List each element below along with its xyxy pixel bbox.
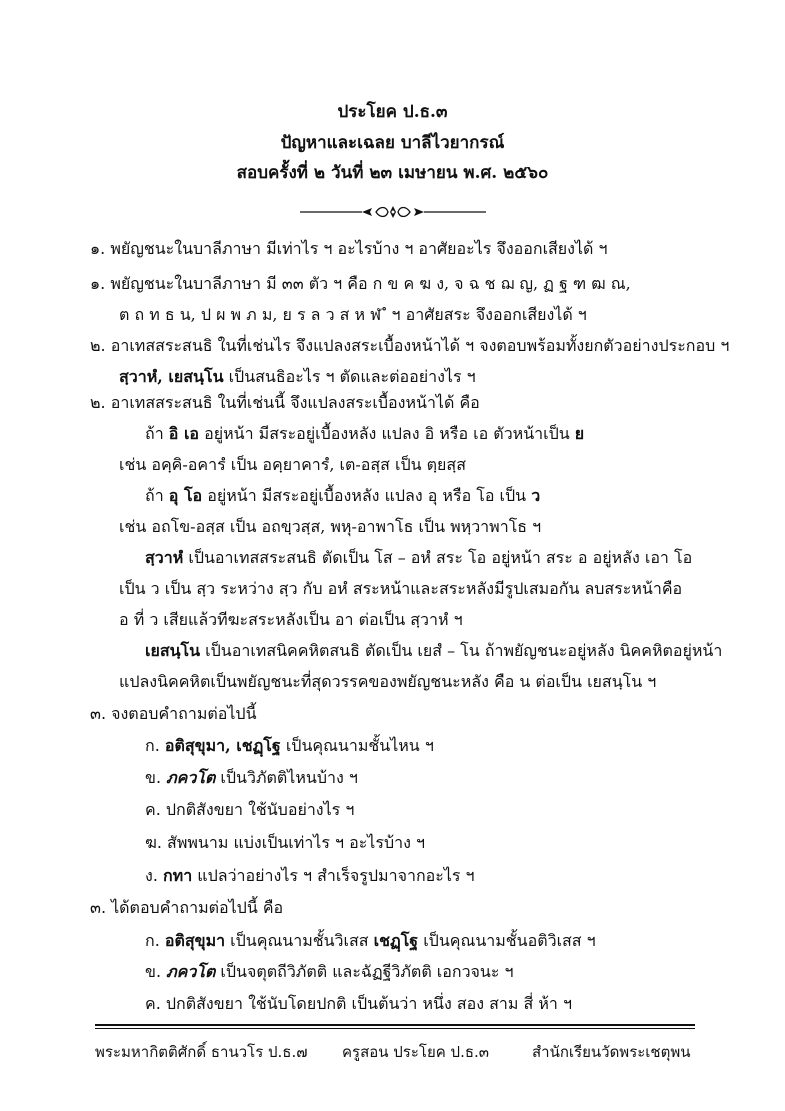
text: ก. xyxy=(145,736,165,755)
question-3-b xyxy=(145,768,358,788)
answer-2-line-8 xyxy=(145,641,722,661)
term: อุ โอ xyxy=(168,486,203,505)
term: เยสนฺโน xyxy=(145,641,201,660)
term: ภควโต xyxy=(166,962,216,981)
term: เชฏฺโฐ xyxy=(373,931,419,950)
footer-role: ครูสอน ประโยค ป.ธ.๓ xyxy=(342,1043,490,1061)
term: สฺวาหํ xyxy=(145,548,184,567)
page-title: ประโยค ป.ธ.๓ xyxy=(337,102,448,122)
answer-2-line-4: เช่น อถโข-อสฺส เป็น อถขฺวสฺส, พหุ-อาพาโธ เป็น พหฺวาพาโธ ฯ xyxy=(119,517,542,536)
term: อติสุขุมา xyxy=(164,931,226,950)
text: อยู่หน้า มีสระอยู่เบื้องหลัง แปลง อุ หรือ โอ เป็น xyxy=(202,486,532,505)
footer-office: สำนักเรียนวัดพระเชตุพน xyxy=(532,1043,691,1061)
question-2-line-1: ๒. อาเทสสระสนธิ ในที่เช่นไร จึงแปลงสระเบื้องหน้าได้ ฯ จงตอบพร้อมทั้งยกตัวอย่างประกอบ ฯ xyxy=(90,336,730,355)
question-2-text: เป็นสนธิอะไร ฯ ตัดและต่ออย่างไร ฯ xyxy=(223,367,476,386)
term: กทา xyxy=(162,866,193,885)
text: เป็นคุณนามชั้นไหน ฯ xyxy=(280,736,434,755)
answer-3-b xyxy=(145,962,514,982)
term: ภควโต xyxy=(166,768,216,787)
text: ก. xyxy=(145,931,165,950)
term: อิ เอ xyxy=(168,424,200,443)
answer-2-line-3 xyxy=(145,486,540,506)
answer-2-line-2: เช่น อคฺคิ-อคารํ เป็น อคฺยาคารํ, เต-อสฺส เป็น ตฺยสฺส xyxy=(119,455,466,474)
text: เป็นคุณนามชั้นอติวิเสส ฯ xyxy=(418,931,596,950)
exam-date: สอบครั้งที่ ๒ วันที่ ๒๓ เมษายน พ.ศ. ๒๕๖๐ xyxy=(236,163,549,183)
term: ย xyxy=(574,424,585,443)
footer-author: พระมหากิตติศักดิ์ ธานวโร ป.ธ.๗ xyxy=(95,1043,308,1061)
answer-2-intro: ๒. อาเทสสระสนธิ ในที่เช่นนี้ จึงแปลงสระเบื้องหน้าได้ คือ xyxy=(90,393,480,412)
text: เป็นคุณนามชั้นวิเสส xyxy=(225,931,374,950)
answer-2-line-5 xyxy=(145,548,692,568)
answer-1-line-1: ๑. พยัญชนะในบาลีภาษา มี ๓๓ ตัว ฯ คือ ก ข ค ฆ ง, จ ฉ ช ฌ ญ, ฏ ฐ ฑ ฒ ณ, xyxy=(90,274,631,293)
question-1: ๑. พยัญชนะในบาลีภาษา มีเท่าไร ฯ อะไรบ้าง ฯ อาศัยอะไร จึงออกเสียงได้ ฯ xyxy=(90,239,608,258)
answer-3-intro: ๓. ได้ตอบคำถามต่อไปนี้ คือ xyxy=(90,898,284,917)
text: เป็นจตุตถีวิภัตติ และฉัฏฐีวิภัตติ เอกวจนะ ฯ xyxy=(215,962,514,981)
text: เป็นอาเทสนิคคหิตสนธิ ตัดเป็น เยสํ – โน ถ้าพยัญชนะอยู่หลัง นิคคหิตอยู่หน้า xyxy=(200,641,723,660)
question-3-e xyxy=(145,866,475,886)
question-2-terms: สฺวาหํ, เยสนฺโน xyxy=(119,367,224,386)
term: อติสุขุมา, เชฏฺโฐ xyxy=(164,736,281,755)
answer-2-line-6: เป็น ว เป็น สฺว ระหว่าง สฺว กับ อหํ สระหน้าและสระหลังมีรูปเสมอกัน ลบสระหน้าคือ xyxy=(119,579,683,598)
text: ข. xyxy=(145,962,167,981)
footer-rule xyxy=(95,1024,695,1026)
answer-3-a xyxy=(145,931,596,951)
answer-3-c: ค. ปกติสังขยา ใช้นับโดยปกติ เป็นต้นว่า หนึ่ง สอง สาม สี่ ห้า ฯ xyxy=(145,994,572,1013)
text: เป็นอาเทสสระสนธิ ตัดเป็น โส – อหํ สระ โอ อยู่หน้า สระ อ อยู่หลัง เอา โอ xyxy=(183,548,693,567)
question-3-d: ฆ. สัพพนาม แบ่งเป็นเท่าไร ฯ อะไรบ้าง ฯ xyxy=(145,833,425,852)
page-subtitle: ปัญหาและเฉลย บาลีไวยากรณ์ xyxy=(280,133,505,153)
text: อยู่หน้า มีสระอยู่เบื้องหลัง แปลง อิ หรือ เอ ตัวหน้าเป็น xyxy=(199,424,575,443)
question-3-a xyxy=(145,736,434,756)
answer-2-line-1 xyxy=(145,424,584,444)
text: แปลว่าอย่างไร ฯ สำเร็จรูปมาจากอะไร ฯ xyxy=(192,866,475,885)
ornament-divider-icon xyxy=(300,202,486,222)
question-2-line-2 xyxy=(119,367,476,387)
answer-1-line-2: ต ถ ท ธ น, ป ผ พ ภ ม, ย ร ล ว ส ห ฬ ํ ฯ อาศัยสระ จึงออกเสียงได้ ฯ xyxy=(119,305,587,324)
text: ถ้า xyxy=(145,424,169,443)
text: ข. xyxy=(145,768,167,787)
footer-rule-thin xyxy=(95,1028,695,1029)
question-3-intro: ๓. จงตอบคำถามต่อไปนี้ xyxy=(90,704,257,723)
answer-2-line-7: อ ที่ ว เสียแล้วทีฆะสระหลังเป็น อา ต่อเป็น สฺวาหํ ฯ xyxy=(119,610,463,629)
text: ง. xyxy=(145,866,163,885)
answer-2-line-9: แปลงนิคคหิตเป็นพยัญชนะที่สุดวรรคของพยัญชนะหลัง คือ น ต่อเป็น เยสนฺโน ฯ xyxy=(119,672,657,691)
text: เป็นวิภัตติไหนบ้าง ฯ xyxy=(215,768,358,787)
text: ถ้า xyxy=(145,486,169,505)
term: ว xyxy=(531,486,541,505)
question-3-c: ค. ปกติสังขยา ใช้นับอย่างไร ฯ xyxy=(145,800,355,819)
